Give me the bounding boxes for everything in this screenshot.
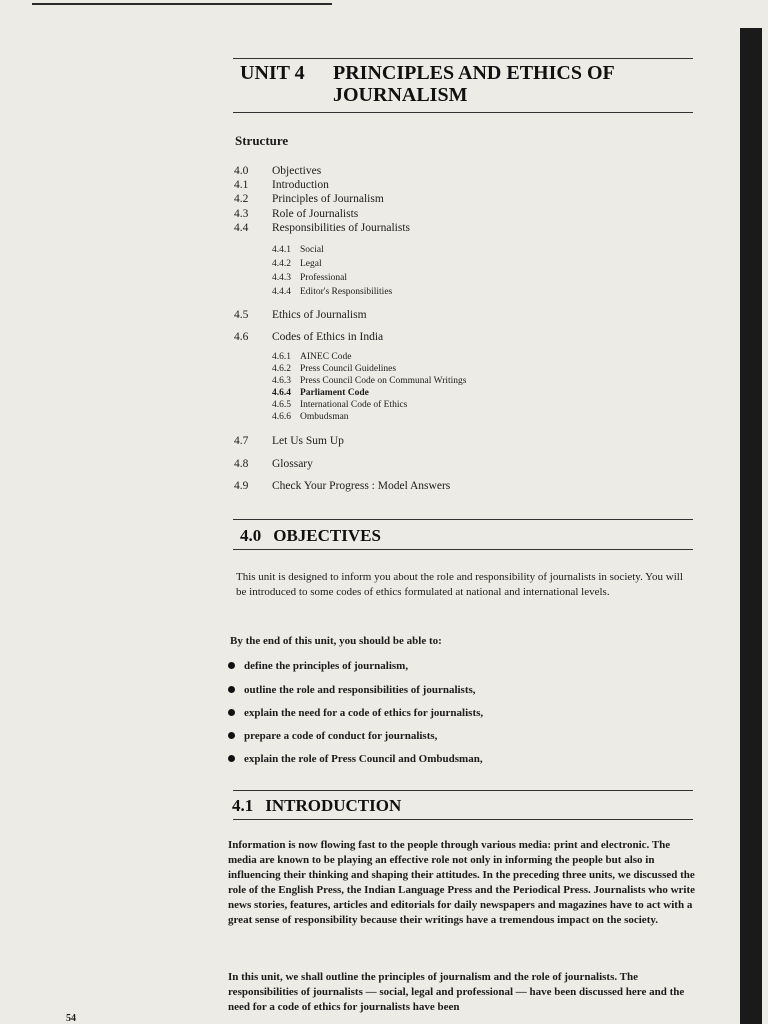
bullet-dot-icon [228,755,235,762]
toc-subitem: 4.6.4 Parliament Code [272,388,369,398]
bullet-dot-icon [228,732,235,739]
list-item: explain the role of Press Council and Ombudsman, [228,753,483,765]
toc-item: 4.1 Introduction [234,179,329,191]
toc-item: 4.2 Principles of Journalism [234,193,384,205]
toc-subitem: 4.4.1 Social [272,245,324,255]
page-number: 54 [66,1013,76,1024]
toc-item: 4.0 Objectives [234,165,322,177]
section-rule-top [233,790,693,791]
toc-subitem: 4.6.1 AINEC Code [272,352,352,362]
toc-item: 4.6 Codes of Ethics in India [234,331,384,343]
unit-title: PRINCIPLES AND ETHICS OF JOURNALISM [333,62,614,106]
toc-subitem: 4.6.6 Ombudsman [272,412,349,422]
list-item: prepare a code of conduct for journalists, [228,730,437,742]
toc-item: 4.4 Responsibilities of Journalists [234,222,410,234]
top-rule [32,3,332,5]
section-rule-bottom [233,549,693,550]
bullet-dot-icon [228,662,235,669]
toc-subitem: 4.4.2 Legal [272,259,322,269]
bullet-dot-icon [228,686,235,693]
section-rule-bottom [233,819,693,820]
toc-item: 4.5 Ethics of Journalism [234,309,367,321]
toc-item: 4.3 Role of Journalists [234,208,359,220]
objectives-intro: This unit is designed to inform you about the role and responsibility of journalists in society. You will be introduced to some codes of ethics formulated at national and international levels. [236,571,683,598]
toc-subitem: 4.4.3 Professional [272,273,347,283]
header-rule-bottom [233,112,693,113]
section-rule-top [233,519,693,520]
introduction-paragraph-2: In this unit, we shall outline the principles of journalism and the role of journalists. The responsibilities of journalists — social, legal and professional — have been discussed here and the need for a code of ethics for journalists have been [228,971,685,1013]
toc-item: 4.7 Let Us Sum Up [234,435,344,447]
introduction-paragraph-1: Information is now flowing fast to the people through various media: print and electronic. The media are known to be playing an effective role not only in informing the people but also in influencing their thinking and shaping their attitudes. In the preceding three units, we discussed the role of the English Press, the Indian Language Press and the Periodical Press. Journalists who write news stories, features, articles and editorials for daily newspapers and magazines have to act with a great sense of responsibility because their writings have a tremendous impact on the society. [228,839,696,926]
structure-heading: Structure [235,133,289,148]
section-heading-introduction: 4.1 INTRODUCTION [232,796,402,815]
bullet-dot-icon [228,709,235,716]
list-item: define the principles of journalism, [228,660,408,672]
list-item: explain the need for a code of ethics for journalists, [228,707,483,719]
toc-subitem: 4.6.2 Press Council Guidelines [272,364,397,374]
objectives-lead: By the end of this unit, you should be able to: [230,635,442,647]
unit-label: UNIT 4 [240,62,305,84]
header-rule-top [233,58,693,59]
section-heading-objectives: 4.0 OBJECTIVES [240,526,381,545]
book-spine-shadow [740,28,762,1024]
toc-subitem: 4.6.5 International Code of Ethics [272,400,408,410]
toc-subitem: 4.4.4 Editor's Responsibilities [272,287,393,297]
toc-item: 4.8 Glossary [234,458,313,470]
list-item: outline the role and responsibilities of journalists, [228,684,476,696]
toc-item: 4.9 Check Your Progress : Model Answers [234,480,451,492]
toc-subitem: 4.6.3 Press Council Code on Communal Writings [272,376,467,386]
